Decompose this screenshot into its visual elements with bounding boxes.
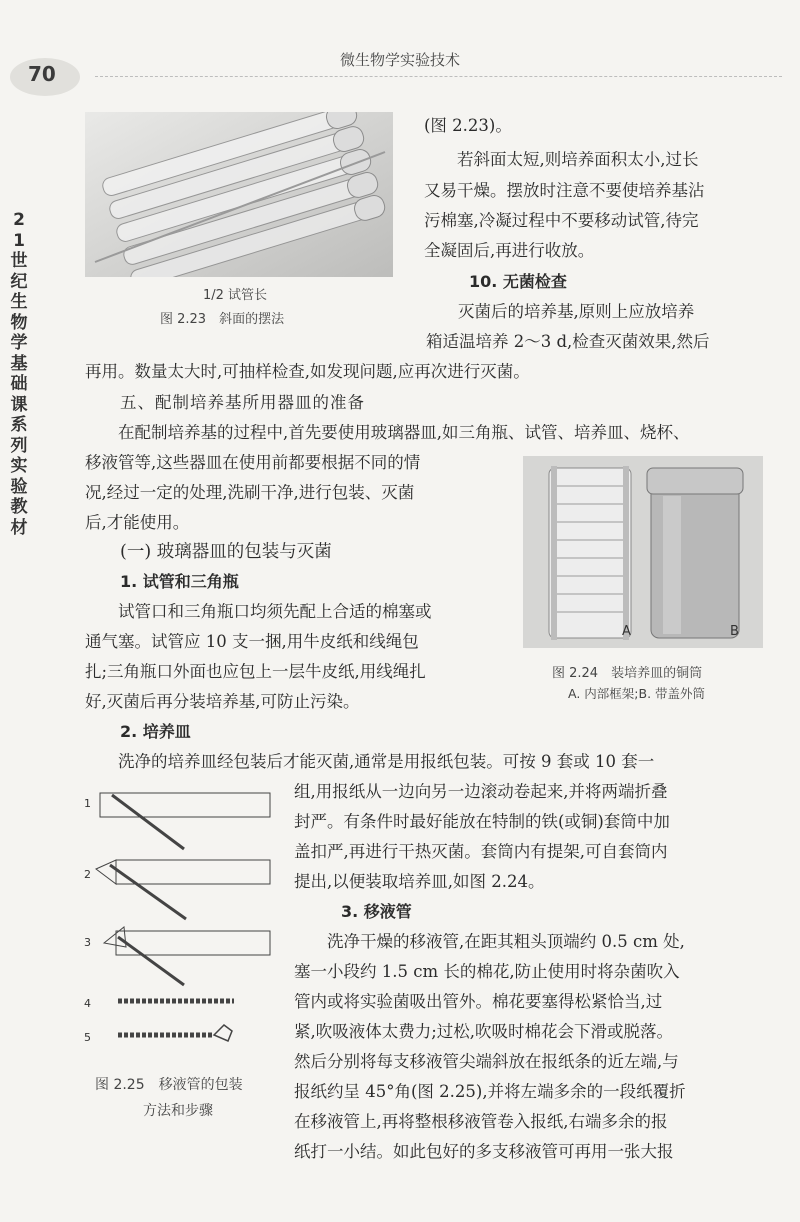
figure-2-24-subcaption: A. 内部框架;B. 带盖外筒 (568, 686, 706, 701)
inner-rack (549, 466, 631, 640)
body-line-29: 纸打一小结。如此包好的多支移液管可再用一张大报 (294, 1142, 674, 1161)
body-line-18: 组,用报纸从一边向另一边滚动卷起来,并将两端折叠 (294, 782, 668, 801)
figure-2-24-photo (523, 456, 763, 648)
body-line-19: 封严。有条件时最好能放在特制的铁(或铜)套筒中加 (294, 812, 670, 831)
body-line-6: 灭菌后的培养基,原则上应放培养 (458, 302, 695, 321)
heading-pipette: 3. 移液管 (341, 902, 412, 921)
body-line-28: 在移液管上,再将整根移液管卷入报纸,右端多余的报 (294, 1112, 668, 1131)
section-five-heading: 五、配制培养基所用器皿的准备 (120, 393, 365, 412)
body-line-21: 提出,以便装取培养皿,如图 2.24。 (294, 872, 545, 891)
header-divider (95, 76, 782, 77)
body-line-2: 若斜面太短,则培养面积太小,过长 (457, 150, 699, 169)
body-line-15: 扎;三角瓶口外面也应包上一层牛皮纸,用线绳扎 (85, 662, 426, 681)
page-number: 70 (28, 62, 56, 86)
body-line-20: 盖扣严,再进行干热灭菌。套筒内有提架,可自套筒内 (294, 842, 668, 861)
figure-2-23-caption: 图 2.23 斜面的摆法 (160, 312, 285, 327)
body-line-24: 管内或将实验菌吸出管外。棉花要塞得松紧恰当,过 (294, 992, 663, 1011)
figure-2-23-photo (85, 112, 393, 277)
heading-tubes-flasks: 1. 试管和三角瓶 (120, 572, 239, 591)
figure-2-25-caption-line1: 图 2.25 移液管的包装 (95, 1077, 243, 1093)
step-3-number: 3 (84, 936, 91, 949)
body-line-4: 污棉塞,冷凝过程中不要移动试管,待完 (424, 211, 699, 230)
body-line-27: 报纸约呈 45°角(图 2.25),并将左端多余的一段纸覆折 (294, 1082, 686, 1101)
heading-petri-dish: 2. 培养皿 (120, 722, 191, 741)
figure-2-25-caption-line2: 方法和步骤 (143, 1103, 213, 1119)
body-line-7: 箱适温培养 2～3 d,检查灭菌效果,然后 (426, 332, 710, 351)
body-line-12: 后,才能使用。 (85, 513, 190, 532)
body-line-23: 塞一小段约 1.5 cm 长的棉花,防止使用时将杂菌吹入 (294, 962, 680, 981)
body-line-8: 再用。数量太大时,可抽样检查,如发现问题,应再次进行灭菌。 (85, 362, 530, 381)
step-2-number: 2 (84, 868, 91, 881)
body-line-13: 试管口和三角瓶口均须先配上合适的棉塞或 (118, 602, 432, 621)
figure-2-24-label-a: A (622, 624, 631, 639)
slant-tubes-image (85, 112, 393, 277)
figure-2-24-label-b: B (730, 624, 739, 639)
subsection-one-heading: (一) 玻璃器皿的包装与灭菌 (120, 542, 332, 562)
step-5-number: 5 (84, 1031, 91, 1044)
body-line-14: 通气塞。试管应 10 支一捆,用牛皮纸和线绳包 (85, 632, 419, 651)
step-4-number: 4 (84, 997, 91, 1010)
body-line-16: 好,灭菌后再分装培养基,可防止污染。 (85, 692, 360, 711)
body-line-22: 洗净干燥的移液管,在距其粗头顶端约 0.5 cm 处, (327, 932, 685, 951)
pipette-wrapping-steps (82, 785, 278, 1060)
body-line-3: 又易干燥。摆放时注意不要使培养基沾 (424, 181, 705, 200)
petri-dish-canister-image (523, 456, 763, 648)
heading-sterility-check: 10. 无菌检查 (469, 272, 567, 291)
body-line-9: 在配制培养基的过程中,首先要使用玻璃器皿,如三角瓶、试管、培养皿、烧杯、 (118, 423, 690, 442)
step-1-number: 1 (84, 797, 91, 810)
body-line-5: 全凝固后,再进行收放。 (424, 241, 595, 260)
series-title-vertical: 21世纪生物学基础课系列实验教材 (10, 210, 28, 538)
figure-2-23-label: 1/2 试管长 (203, 288, 268, 303)
outer-canister (647, 468, 743, 638)
body-line-10: 移液管等,这些器皿在使用前都要根据不同的情 (85, 453, 421, 472)
figure-2-24-caption: 图 2.24 装培养皿的铜筒 (552, 666, 703, 681)
body-line-25: 紧,吹吸液体太费力;过松,吹吸时棉花会下滑或脱落。 (294, 1022, 674, 1041)
body-line-26: 然后分别将每支移液管尖端斜放在报纸条的近左端,与 (294, 1052, 679, 1071)
body-line-17: 洗净的培养皿经包装后才能灭菌,通常是用报纸包装。可按 9 套或 10 套一 (118, 752, 655, 771)
figure-2-25-drawing (82, 785, 278, 1060)
body-line-11: 况,经过一定的处理,洗刷干净,进行包装、灭菌 (85, 483, 415, 502)
running-header-title: 微生物学实验技术 (339, 51, 460, 69)
body-line-1: (图 2.23)。 (424, 116, 512, 135)
